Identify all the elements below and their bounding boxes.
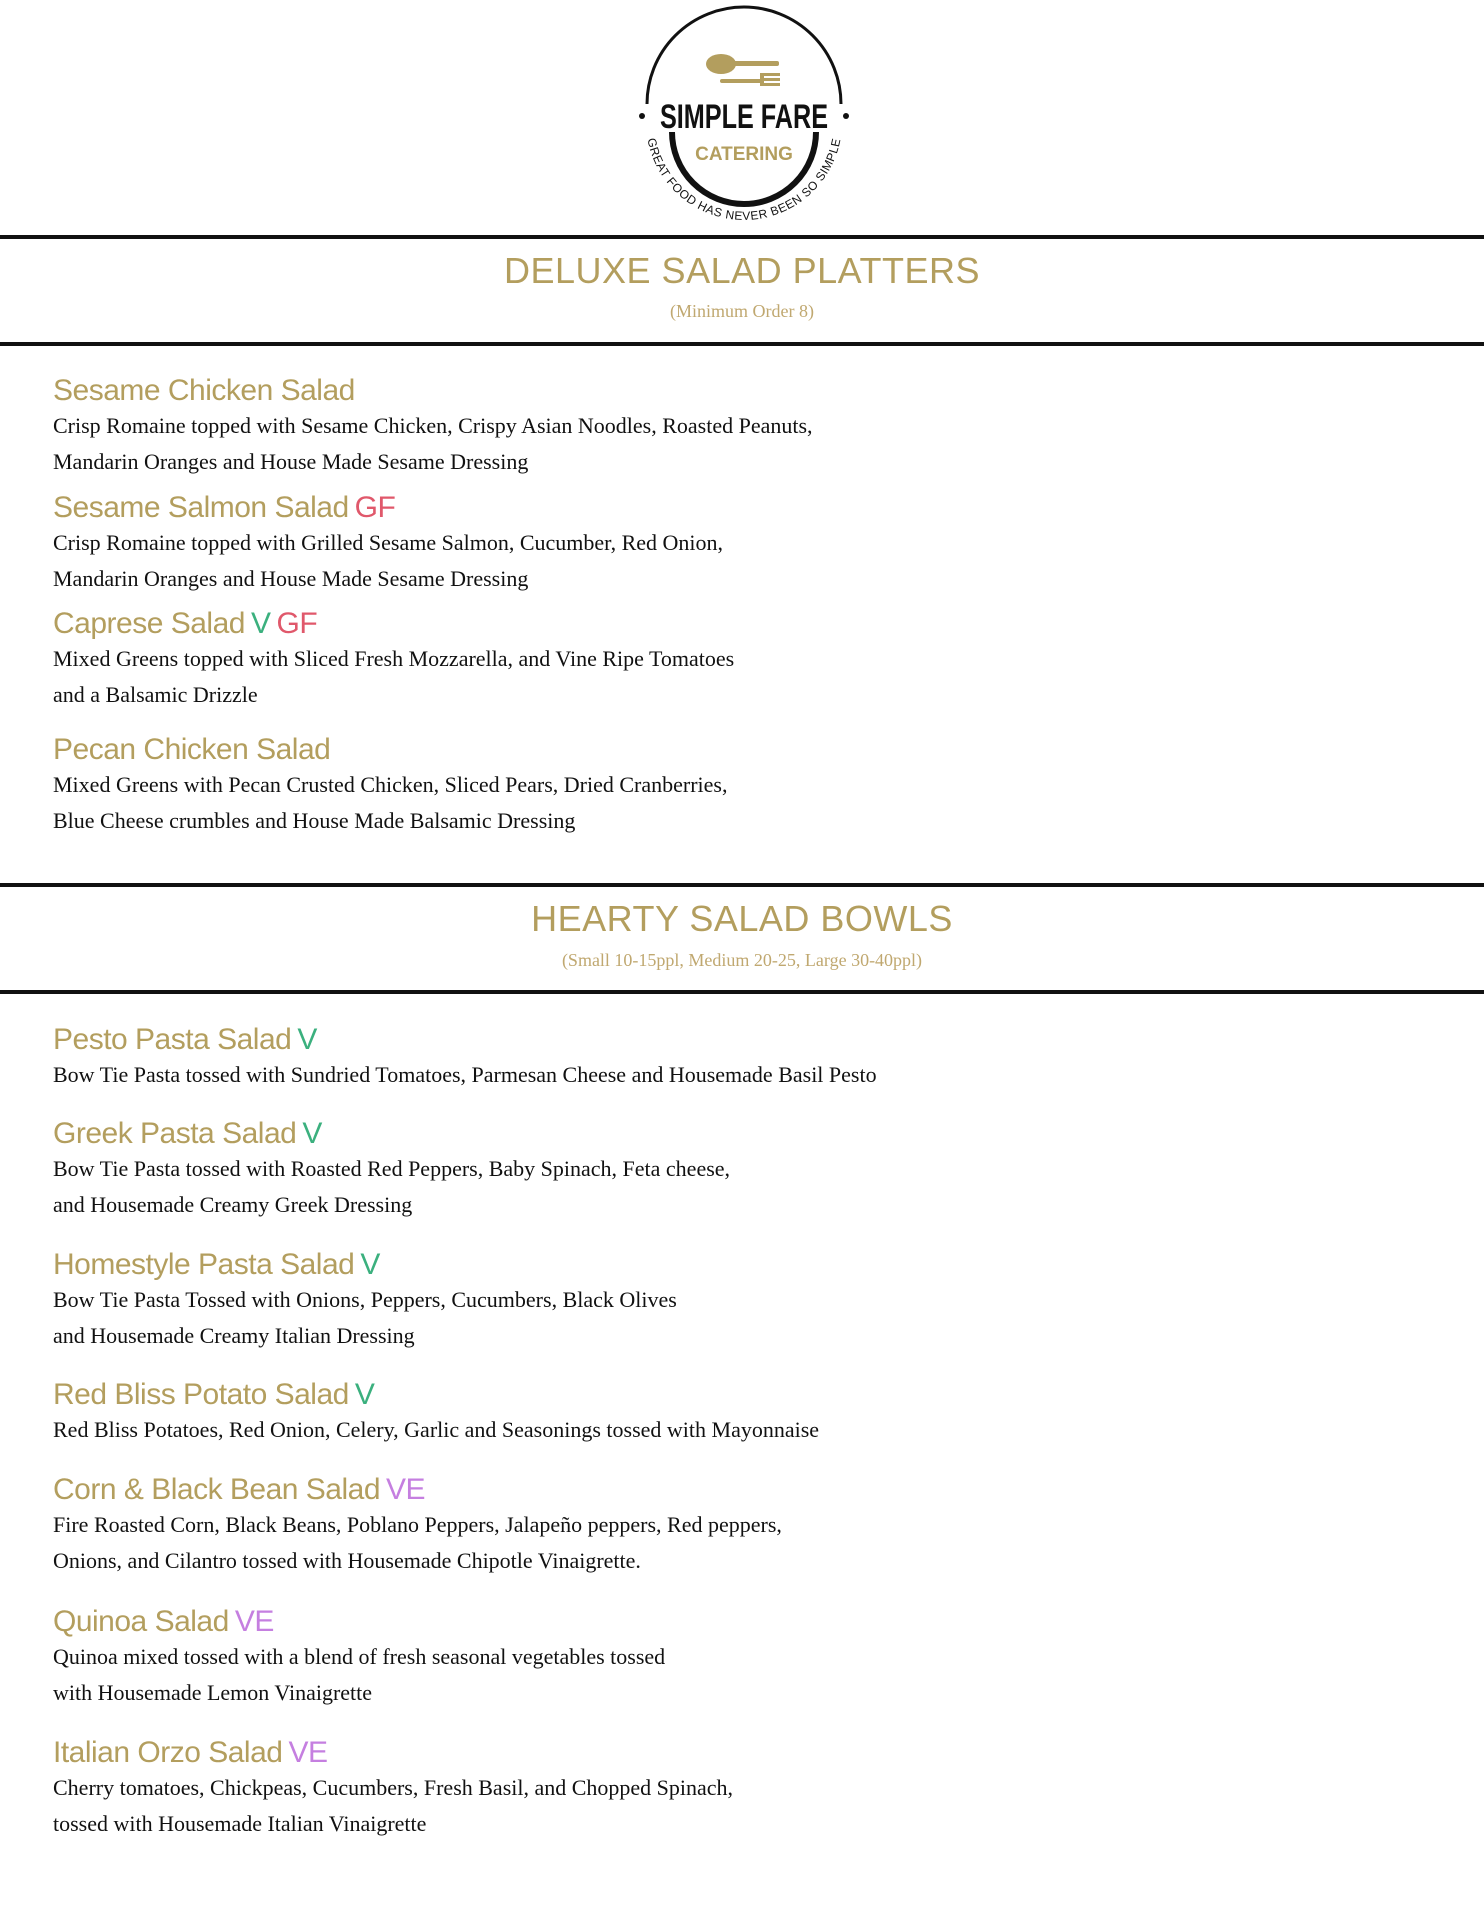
- logo-brand: SIMPLE FARE: [660, 98, 828, 136]
- menu-item-name-row: [53, 1378, 1353, 1412]
- menu-item-name-row: [53, 491, 1353, 525]
- menu-item-name-row: [53, 1117, 1353, 1151]
- description-line: and Housemade Creamy Greek Dressing: [53, 1192, 413, 1217]
- description-line: Mixed Greens with Pecan Crusted Chicken, Sliced Pears, Dried Cranberries,: [53, 772, 728, 797]
- description-line: Onions, and Cilantro tossed with Housemade Chipotle Vinaigrette.: [53, 1548, 641, 1573]
- menu-item-description: [53, 1770, 1353, 1842]
- menu-item-description: [53, 1412, 1353, 1448]
- dietary-tag: GF: [354, 491, 396, 524]
- menu-item: [53, 1117, 1353, 1223]
- menu-item-description: [53, 641, 1353, 713]
- menu-item: [53, 1023, 1353, 1093]
- menu-item: [53, 374, 1353, 480]
- menu-item-name: Italian Orzo Salad: [53, 1736, 283, 1769]
- menu-item-name-row: [53, 607, 1353, 641]
- description-line: and a Balsamic Drizzle: [53, 682, 258, 707]
- divider-rule: [0, 235, 1484, 239]
- menu-item-description: [53, 1282, 1353, 1354]
- fork-icon: [720, 73, 780, 86]
- menu-item-name: Homestyle Pasta Salad: [53, 1248, 355, 1281]
- section-title: DELUXE SALAD PLATTERS: [504, 250, 980, 291]
- menu-item-name-row: [53, 733, 1353, 767]
- divider-rule: [0, 990, 1484, 994]
- description-line: Mixed Greens topped with Sliced Fresh Mozzarella, and Vine Ripe Tomatoes: [53, 646, 735, 671]
- dietary-tag: V: [354, 1378, 375, 1411]
- menu-item-name: Pecan Chicken Salad: [53, 733, 331, 766]
- description-line: Crisp Romaine topped with Grilled Sesame Salmon, Cucumber, Red Onion,: [53, 530, 724, 555]
- spoon-icon: [706, 54, 779, 74]
- menu-item: [53, 1248, 1353, 1354]
- description-line: and Housemade Creamy Italian Dressing: [53, 1323, 415, 1348]
- description-line: Bow Tie Pasta tossed with Sundried Tomatoes, Parmesan Cheese and Housemade Basil Pesto: [53, 1062, 877, 1087]
- menu-item-description: [53, 767, 1353, 839]
- section-subtitle: (Small 10-15ppl, Medium 20-25, Large 30-40ppl): [561, 950, 923, 970]
- menu-item-name: Sesame Salmon Salad: [53, 491, 349, 524]
- divider-rule: [0, 342, 1484, 346]
- menu-item-name: Greek Pasta Salad: [53, 1117, 297, 1150]
- menu-item: [53, 1736, 1353, 1842]
- menu-item-name-row: [53, 1605, 1353, 1639]
- menu-item: [53, 491, 1353, 597]
- description-line: Crisp Romaine topped with Sesame Chicken, Crispy Asian Noodles, Roasted Peanuts,: [53, 413, 813, 438]
- menu-item-description: [53, 1057, 1353, 1093]
- menu-item-description: [53, 525, 1353, 597]
- menu-item: [53, 1605, 1353, 1711]
- description-line: Mandarin Oranges and House Made Sesame Dressing: [53, 449, 529, 474]
- menu-item-name: Red Bliss Potato Salad: [53, 1378, 349, 1411]
- menu-item: [53, 1378, 1353, 1448]
- menu-item-name-row: [53, 1473, 1353, 1507]
- dietary-tag: V: [250, 607, 271, 640]
- logo-sub: CATERING: [695, 144, 793, 165]
- logo: [628, 4, 860, 226]
- description-line: tossed with Housemade Italian Vinaigrette: [53, 1811, 427, 1836]
- menu-item-name: Sesame Chicken Salad: [53, 374, 355, 407]
- menu-item-description: [53, 408, 1353, 480]
- dietary-tag: VE: [234, 1605, 274, 1638]
- menu-item-description: [53, 1639, 1353, 1711]
- description-line: Mandarin Oranges and House Made Sesame Dressing: [53, 566, 529, 591]
- dietary-tag: V: [302, 1117, 322, 1150]
- dietary-tag: GF: [276, 607, 318, 640]
- description-line: Quinoa mixed tossed with a blend of fresh seasonal vegetables tossed: [53, 1644, 666, 1669]
- menu-item-name-row: [53, 1023, 1353, 1057]
- menu-item-name: Corn & Black Bean Salad: [53, 1473, 381, 1506]
- menu-item-description: [53, 1151, 1353, 1223]
- menu-item: [53, 733, 1353, 839]
- description-line: Blue Cheese crumbles and House Made Balsamic Dressing: [53, 808, 576, 833]
- logo-tagline: GREAT FOOD HAS NEVER BEEN SO SIMPLE: [644, 136, 844, 224]
- menu-item-name: Quinoa Salad: [53, 1605, 229, 1638]
- dietary-tag: V: [360, 1248, 380, 1281]
- description-line: with Housemade Lemon Vinaigrette: [53, 1680, 373, 1705]
- menu-item-name: Caprese Salad: [53, 607, 245, 640]
- divider-rule: [0, 883, 1484, 887]
- section-subtitle: (Minimum Order 8): [670, 301, 814, 321]
- section-title: HEARTY SALAD BOWLS: [531, 898, 953, 939]
- menu-item-name: Pesto Pasta Salad: [53, 1023, 292, 1056]
- dietary-tag: VE: [288, 1736, 328, 1769]
- menu-item: [53, 1473, 1353, 1579]
- description-line: Red Bliss Potatoes, Red Onion, Celery, Garlic and Seasonings tossed with Mayonnaise: [53, 1417, 820, 1442]
- description-line: Fire Roasted Corn, Black Beans, Poblano Peppers, Jalapeño peppers, Red peppers,: [53, 1512, 782, 1537]
- dietary-tag: V: [297, 1023, 317, 1056]
- menu-item: [53, 607, 1353, 713]
- menu-item-name-row: [53, 1736, 1353, 1770]
- dietary-tag: VE: [386, 1473, 426, 1506]
- description-line: Bow Tie Pasta Tossed with Onions, Peppers, Cucumbers, Black Olives: [53, 1287, 677, 1312]
- menu-item-description: [53, 1507, 1353, 1579]
- description-line: Cherry tomatoes, Chickpeas, Cucumbers, Fresh Basil, and Chopped Spinach,: [53, 1775, 734, 1800]
- description-line: Bow Tie Pasta tossed with Roasted Red Peppers, Baby Spinach, Feta cheese,: [53, 1156, 731, 1181]
- menu-item-name-row: [53, 1248, 1353, 1282]
- menu-item-name-row: [53, 374, 1353, 408]
